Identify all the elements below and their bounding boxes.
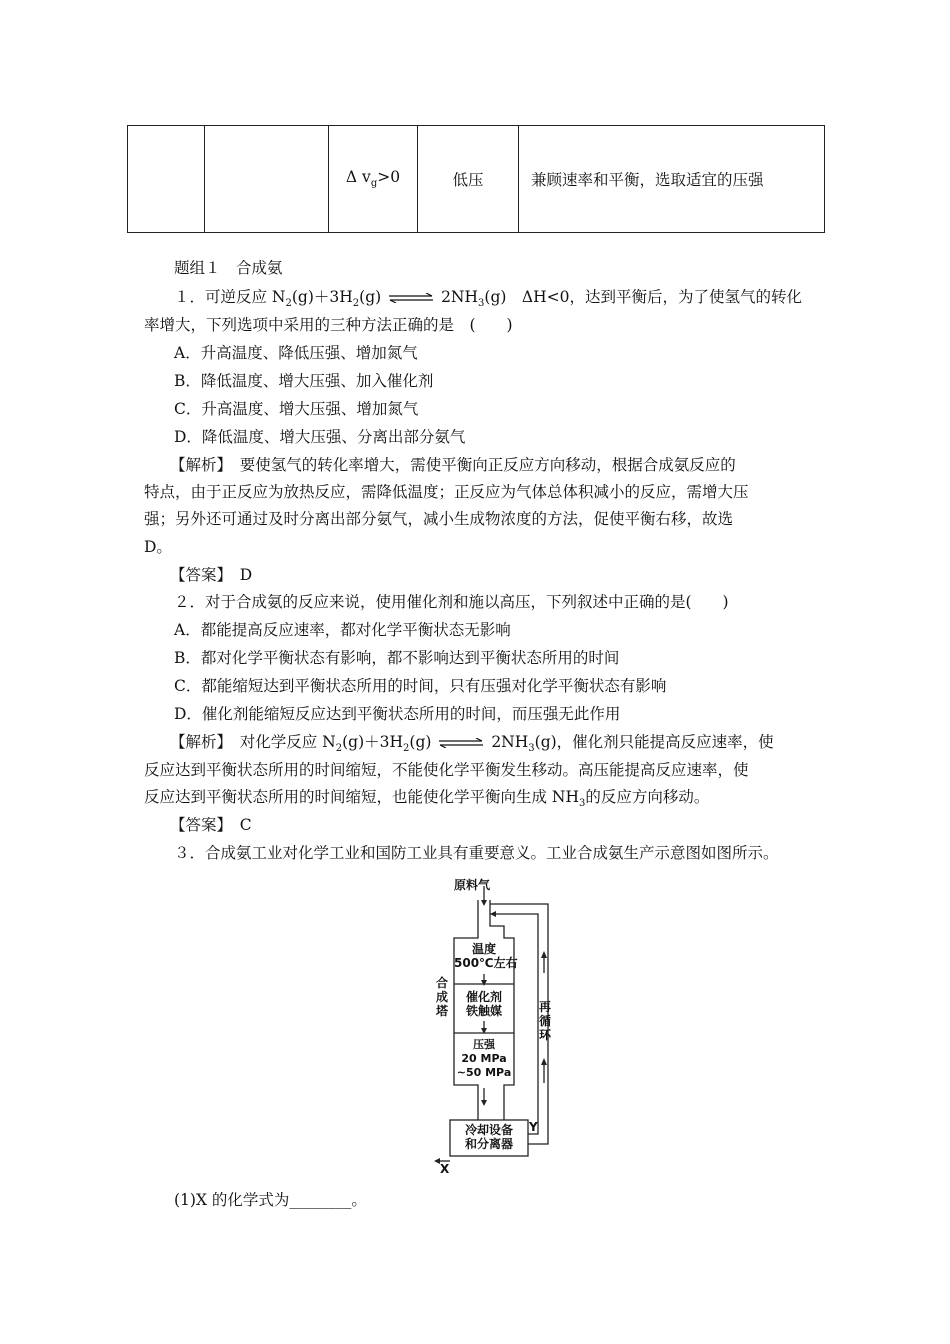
q2-answer: 【答案】 C xyxy=(170,816,252,834)
q1-analysis-1: 【解析】 要使氢气的转化率增大，需使平衡向正反应方向移动，根据合成氨反应的 xyxy=(170,456,736,474)
feed-gas-label: 原料气 xyxy=(454,878,491,892)
q2-option-a: A．都能提高反应速率，都对化学平衡状态无影响 xyxy=(174,621,511,639)
q2-analysis-3: 反应达到平衡状态所用的时间缩短，也能使化学平衡向生成 $NH_3$的反应方向移动。 xyxy=(144,788,710,810)
group-title: 题组１ 合成氨 xyxy=(174,259,283,277)
cooler-separator-label: 冷却设备 和分离器 xyxy=(464,1123,513,1151)
q1-option-c: C．升高温度、增大压强、增加氮气 xyxy=(174,400,419,418)
q3-stem: ３．合成氨工业对化学工业和国防工业具有重要意义。工业合成氨生产示意图如图所示。 xyxy=(174,844,779,862)
table-cell xyxy=(205,126,329,233)
q1-analysis-4: D。 xyxy=(144,538,172,556)
table-cell xyxy=(128,126,205,233)
recycle-label: 再 循 环 xyxy=(538,1000,551,1042)
synthesis-tower-label: 合 成 塔 xyxy=(435,976,448,1018)
q1-stem: １．可逆反应 $N_2(g)+3H_2(g)$ $2NH_3(g)$ ΔH<0，达到平衡后，为了使氢气的转化 xyxy=(174,288,802,310)
q2-stem: ２．对于合成氨的反应来说，使用催化剂和施以高压，下列叙述中正确的是( ) xyxy=(174,593,729,611)
q2-option-c: C．都能缩短达到平衡状态所用的时间，只有压强对化学平衡状态有影响 xyxy=(174,677,667,695)
q1-analysis-2: 特点，由于正反应为放热反应，需降低温度；正反应为气体总体积减小的反应，需增大压 xyxy=(144,483,749,501)
equilibrium-arrow-icon xyxy=(388,293,434,303)
equilibrium-arrow-icon xyxy=(438,738,484,748)
table-cell-delta: Δ $v_g>0$ xyxy=(329,126,418,233)
table-cell-note: 兼顾速率和平衡，选取适宜的压强 xyxy=(519,126,825,233)
q1-option-b: B．降低温度、增大压强、加入催化剂 xyxy=(174,372,434,390)
pressure-label: 压强 20 MPa ~50 MPa xyxy=(456,1038,512,1079)
q1-option-d: D．降低温度、增大压强、分离出部分氨气 xyxy=(174,428,466,446)
table-cell-pressure: 低压 xyxy=(418,126,519,233)
y-label: Y xyxy=(529,1120,538,1134)
q2-analysis-2: 反应达到平衡状态所用的时间缩短，不能使化学平衡发生移动。高压能提高反应速率，使 xyxy=(144,761,749,779)
q2-option-b: B．都对化学平衡状态有影响，都不影响达到平衡状态所用的时间 xyxy=(174,649,620,667)
q1-stem-line2: 率增大，下列选项中采用的三种方法正确的是 ( ) xyxy=(144,316,513,334)
condition-table xyxy=(127,125,825,233)
temperature-label: 温度 500℃左右 xyxy=(454,942,518,970)
q1-answer: 【答案】 D xyxy=(170,566,253,584)
q3-sub1: (1)X 的化学式为________。 xyxy=(174,1191,367,1209)
x-label: X xyxy=(440,1162,450,1176)
q1-option-a: A．升高温度、降低压强、增加氮气 xyxy=(174,344,418,362)
q2-analysis-1: 【解析】 对化学反应 $N_2(g)+3H_2(g)$ $2NH_3(g)$，催化剂只能提高反应速率，使 xyxy=(170,733,774,755)
q1-analysis-3: 强；另外还可通过及时分离出部分氨气，减小生成物浓度的方法，促使平衡右移，故选 xyxy=(144,510,734,528)
catalyst-label: 催化剂 铁触媒 xyxy=(465,990,502,1018)
q2-option-d: D．催化剂能缩短反应达到平衡状态所用的时间，而压强无此作用 xyxy=(174,705,621,723)
ammonia-process-diagram xyxy=(432,878,550,1176)
table-row xyxy=(128,126,825,233)
